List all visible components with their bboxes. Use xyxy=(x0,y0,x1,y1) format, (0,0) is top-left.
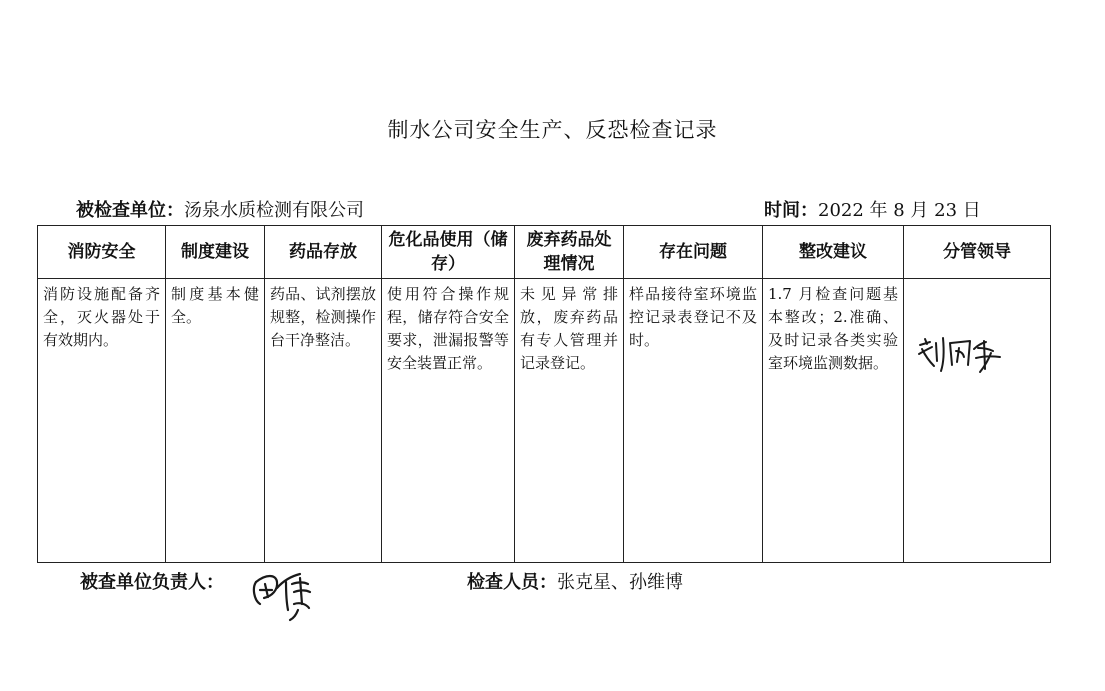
inspected-unit-label: 被检查单位： xyxy=(76,200,184,221)
cell-rectification-suggestions: 1.7 月检查问题基本整改；2.准确、及时记录各类实验室环境监测数据。 xyxy=(763,279,904,563)
inspectors-line xyxy=(467,568,683,594)
inspected-unit-line xyxy=(76,196,364,222)
responsible-person-line xyxy=(80,568,224,594)
leader-handwritten-signature xyxy=(914,329,1034,379)
inspection-time-line xyxy=(764,196,981,222)
inspection-record-table xyxy=(37,225,1051,563)
cell-waste-drug-disposal: 未见异常排放，废弃药品有专人管理并记录登记。 xyxy=(515,279,624,563)
header-drug-storage: 药品存放 xyxy=(265,226,382,279)
inspection-time-value: 2022 年 8 月 23 日 xyxy=(818,200,981,221)
header-existing-problems: 存在问题 xyxy=(624,226,763,279)
inspectors-label: 检查人员： xyxy=(467,572,557,593)
responsible-person-handwritten-signature xyxy=(242,560,332,622)
table-header-row xyxy=(38,226,1051,279)
cell-system-building: 制度基本健全。 xyxy=(166,279,265,563)
header-system-building: 制度建设 xyxy=(166,226,265,279)
inspectors-value: 张克星、孙维博 xyxy=(557,572,683,593)
header-rectification-suggestions: 整改建议 xyxy=(763,226,904,279)
cell-hazardous-chemicals: 使用符合操作规程，储存符合安全要求，泄漏报警等安全装置正常。 xyxy=(382,279,515,563)
inspected-unit-value: 汤泉水质检测有限公司 xyxy=(184,200,364,221)
inspection-time-label: 时间： xyxy=(764,200,818,221)
cell-leader-signature xyxy=(904,279,1051,563)
header-leader-in-charge: 分管领导 xyxy=(904,226,1051,279)
cell-existing-problems: 样品接待室环境监控记录表登记不及时。 xyxy=(624,279,763,563)
cell-drug-storage: 药品、试剂摆放规整，检测操作台干净整洁。 xyxy=(265,279,382,563)
header-waste-drug-disposal: 废弃药品处理情况 xyxy=(515,226,624,279)
responsible-person-label: 被查单位负责人： xyxy=(80,572,224,593)
table-row xyxy=(38,279,1051,563)
header-hazardous-chemicals: 危化品使用（储存） xyxy=(382,226,515,279)
document-title: 制水公司安全生产、反恐检查记录 xyxy=(387,118,718,142)
header-fire-safety: 消防安全 xyxy=(38,226,166,279)
cell-fire-safety: 消防设施配备齐全，灭火器处于有效期内。 xyxy=(38,279,166,563)
